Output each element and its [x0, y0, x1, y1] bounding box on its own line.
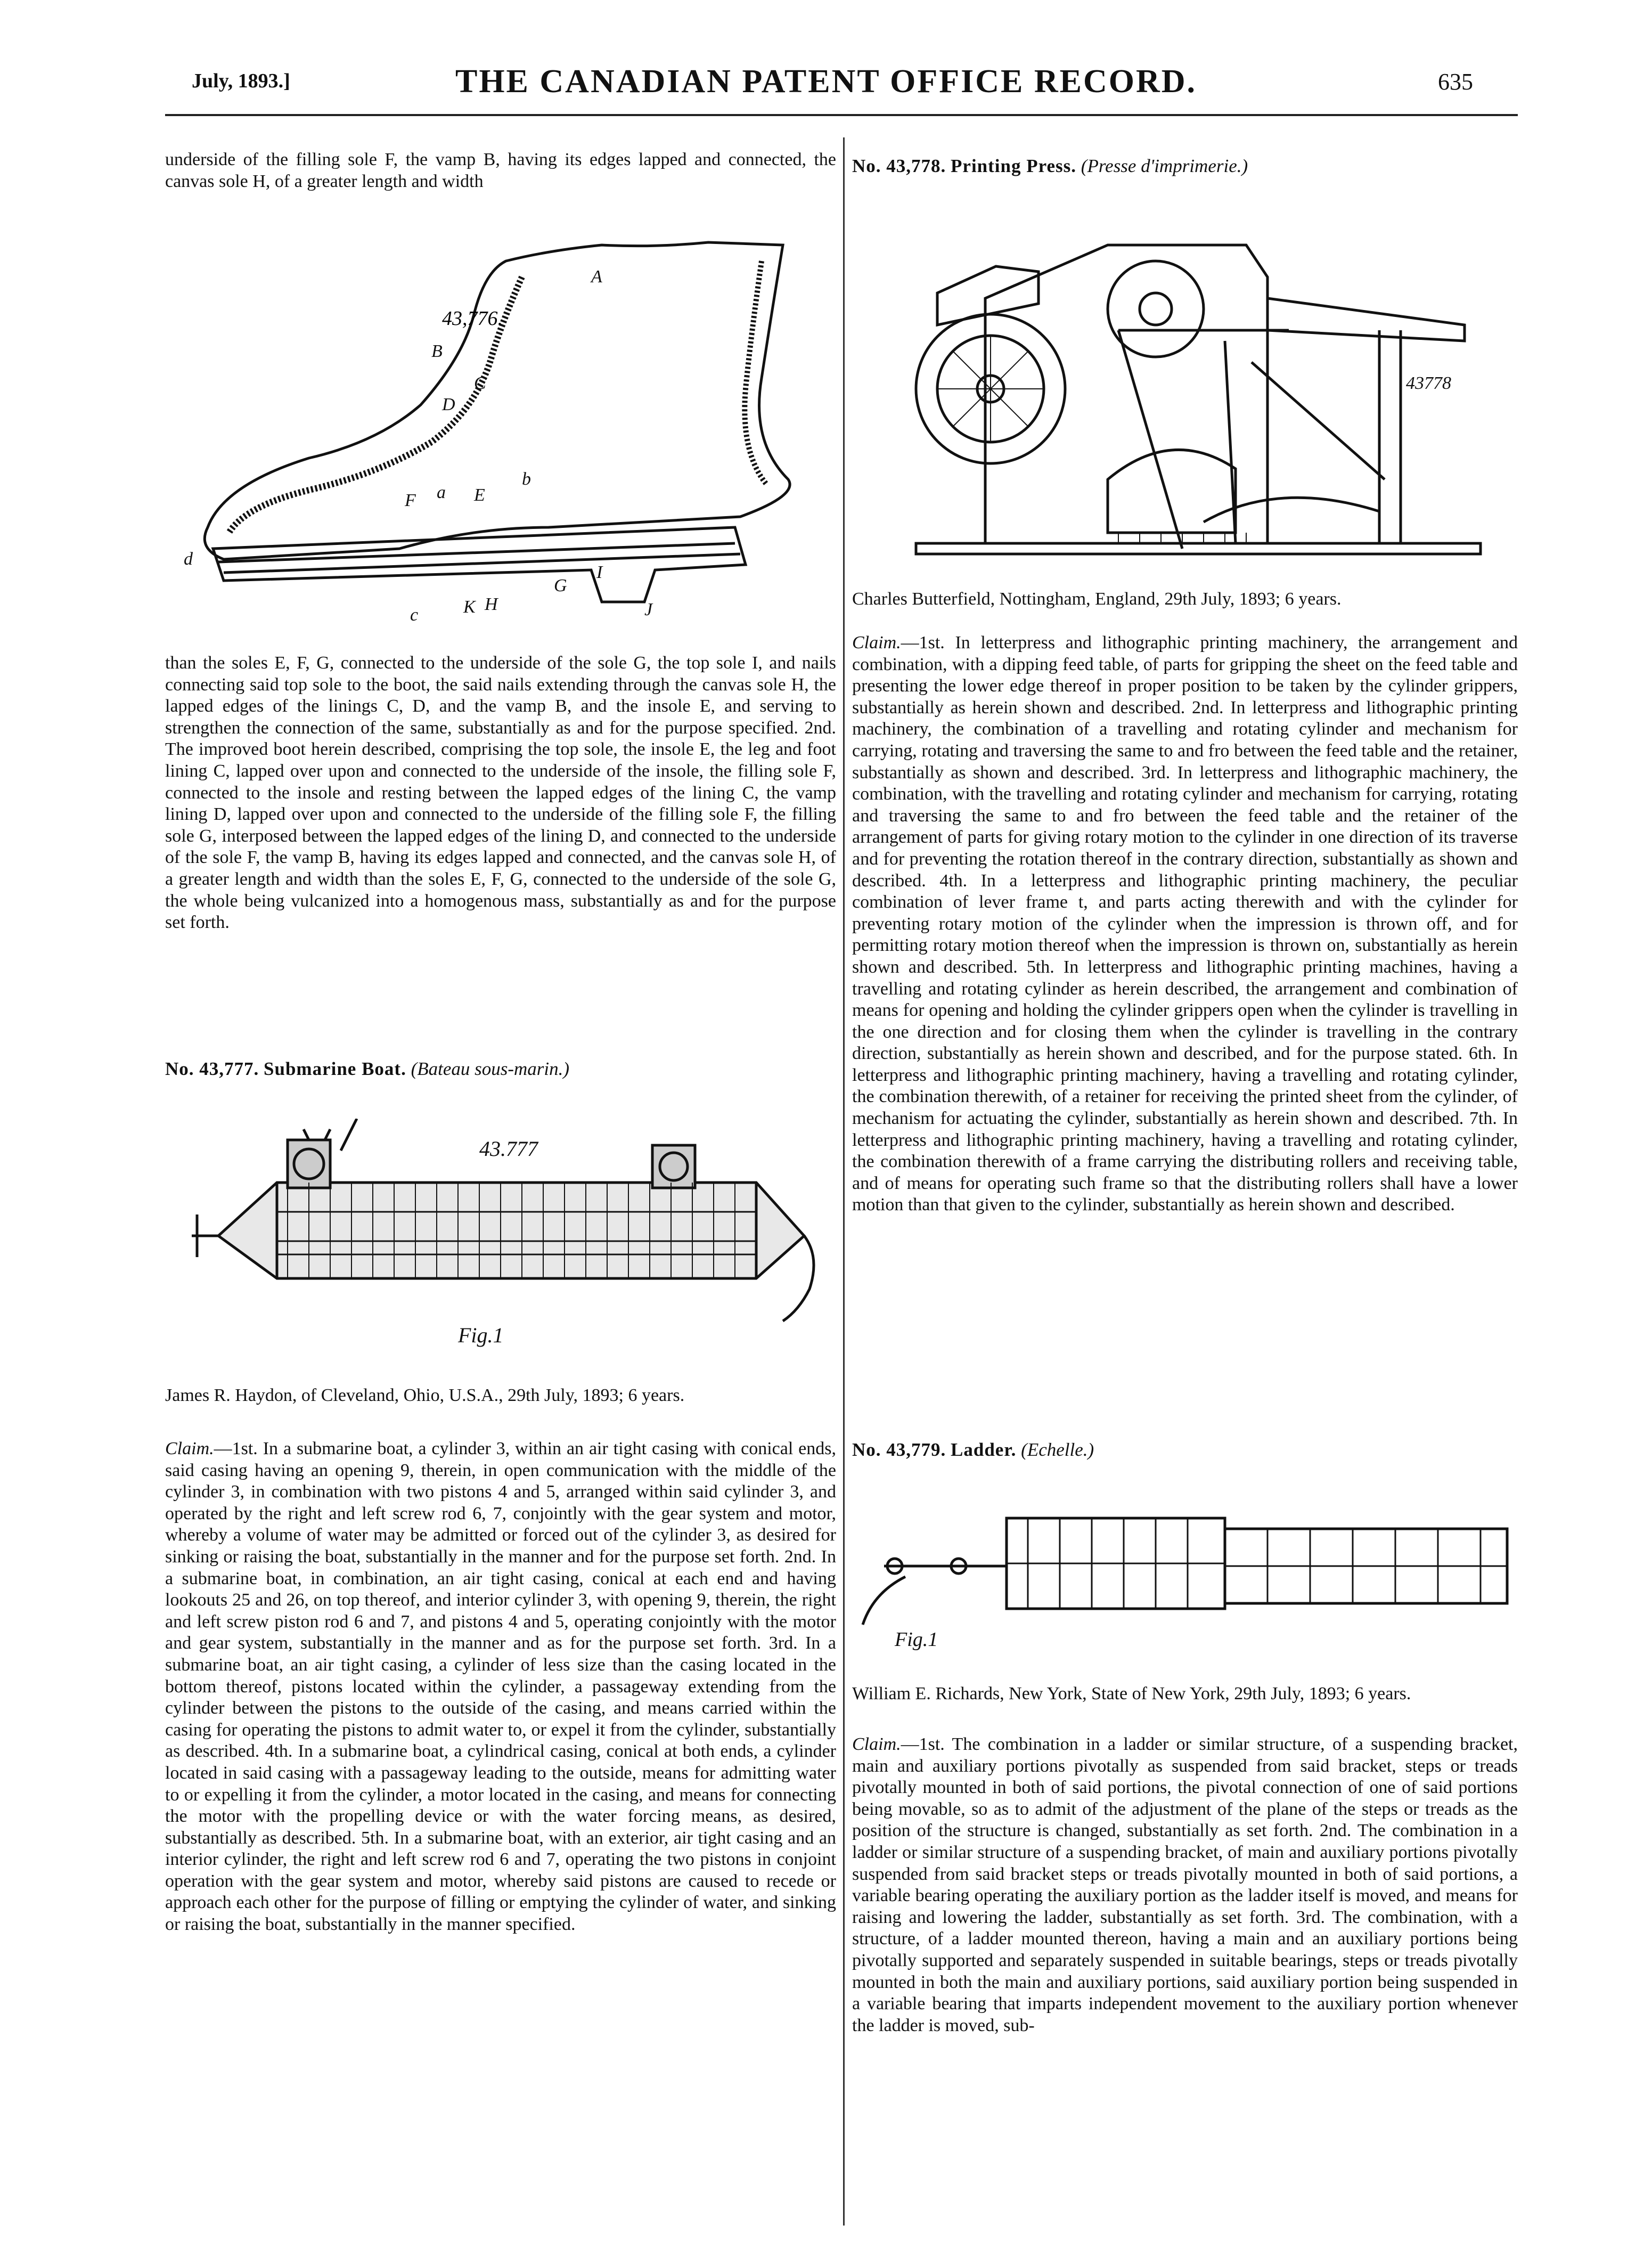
submarine-patentee: James R. Haydon, of Cleveland, Ohio, U.S.A., 29th July, 1893; 6 years. — [165, 1385, 685, 1405]
press-claim — [852, 632, 1518, 1216]
ladder-claim — [852, 1734, 1518, 2036]
issue-date: July, 1893.] — [192, 70, 290, 92]
boot-label-e: E — [474, 485, 485, 505]
boot-label-a-upper: A — [591, 267, 602, 287]
press-figure — [905, 202, 1491, 565]
submarine-figure — [181, 1119, 820, 1358]
header-rule — [165, 114, 1518, 116]
boot-claim-continued: than the soles E, F, G, connected to the underside of the sole G, the top sole I, and nails connecting said top sole to the boot, the said nails extending through the canvas sole H, the lapped edges of the linings C, D, and the vamp B, and the insole E, and serving to strengthen the connection of the same, substantially as and for the purpose specified. 2nd. The improved boot herein described, comprising the top sole, the insole E, the leg and foot lining C, lapped over upon and connected to the underside of the insole, the filling sole F, connected to the insole and resting between the lapped edges of the lining C, the vamp lining D, lapped over upon and connected to the underside of the filling sole F, the filling sole G, interposed between the lapped edges of the lining D, and connected to the underside of the sole F, the vamp B, having its edges lapped and connected, and the canvas sole H, of a greater length and width than the soles E, F, G, connected to the underside of the sole G, the whole being vulcanized into a homogenous mass, substantially as and for the purpose set forth. — [165, 653, 836, 933]
submarine-figure-caption: Fig.1 — [458, 1323, 504, 1347]
press-french: (Presse d'imprimerie.) — [1081, 156, 1248, 176]
submarine-claim-text: —1st. In a submarine boat, a cylinder 3, within an air tight casing with conical ends, said casing having an opening 9, therein, in open communication with the middle of the cylinder 3, in combination with two pistons 4 and 5, arranged within said cylinder 3, and operated by the right and left screw rod 6, 7, conjointly with the gear system and motor, whereby a volume of water may be admitted or forced out of the cylinder 3, as desired for sinking or raising the boat, substantially in the manner and for the purpose set forth. 2nd. In a submarine boat, in combination, an air tight casing, conical at each end and having lookouts 25 and 26, on top thereof, and interior cylinder 3, with opening 9, therein, the right and left screw piston rod 6 and 7, and pistons 4 and 5, operating conjointly with the motor and gear system, substantially in the manner and as for the purpose set forth. 3rd. In a submarine boat, an air tight casing, a cylinder of less size than the casing located in the bottom thereof, pistons located within the cylinder, a passageway extending from the cylinder between the pistons to the outside of the casing, and means carried within the casing for operating the pistons to admit water to, or expel it from the cylinder, substantially as described. 4th. In a submarine boat, a cylindrical casing, conical at both ends, a cylinder located in said casing with a passageway leading to the outside, means for admitting water to or expelling it from the cylinder, a motor located in the casing, and means for connecting the motor with the propelling device or with the water forcing means, as desired, substantially as described. 5th. In a submarine boat, with an exterior, air tight casing and an interior cylinder, the right and left screw rod 6 and 7, operating the two pistons in conjoint operation with the gear system and motor, whereby said pistons are caused to recede or approach each other for the purpose of filling or emptying the cylinder of water, and sinking or raising the boat, substantially in the manner specified. — [165, 1439, 836, 1935]
boot-claim-top: underside of the filling sole F, the vamp B, having its edges lapped and connected, the canvas sole H, of a greater length and width — [165, 150, 836, 191]
boot-label-a-lower: a — [437, 483, 446, 502]
ladder-figure-caption: Fig.1 — [895, 1628, 938, 1651]
submarine-claim — [165, 1438, 836, 1936]
ladder-claim-text: —1st. The combination in a ladder or similar structure, of a suspending bracket, main and auxiliary portions pivotally as suspended from said bracket, steps or treads pivotally mounted in both of said portions, the pivotal connection of one of said portions being movable, so as to admit of the adjustment of the plane of the steps or treads as the position of the structure is changed, substantially as set forth. 2nd. The combination in a ladder or similar structure of a suspending bracket, of main and auxiliary portions pivotally suspended from said bracket steps or treads pivotally mounted in both of said portions, a variable bearing operating the auxiliary portion as the ladder itself is moved, and means for raising and lowering the ladder, substantially as set forth. 3rd. The combination, with a structure, of a ladder mounted thereon, having a main and an auxiliary portions being pivotally supported and separately suspended in suitable bearings, steps or treads pivotally mounted in both the main and auxiliary portions, said auxiliary portion being suspended in a variable bearing that imparts independent movement to the auxiliary portion whenever the ladder is moved, sub- — [852, 1734, 1518, 2035]
submarine-french: (Bateau sous-marin.) — [411, 1058, 570, 1079]
ladder-figure — [852, 1486, 1518, 1662]
submarine-heading — [165, 1057, 569, 1081]
boot-label-c-lower: c — [410, 605, 419, 625]
press-number: No. 43,778. — [852, 156, 946, 176]
journal-title: THE CANADIAN PATENT OFFICE RECORD. — [455, 63, 1197, 100]
boot-drawing — [176, 229, 815, 634]
press-figure-label: 43778 — [1406, 373, 1451, 393]
boot-label-b-lower: b — [522, 469, 531, 489]
press-heading — [852, 154, 1248, 178]
boot-label-i: I — [596, 563, 603, 582]
boot-label-k: K — [463, 597, 476, 617]
boot-label-b: B — [431, 341, 443, 361]
ladder-patentee: William E. Richards, New York, State of New York, 29th July, 1893; 6 years. — [852, 1684, 1411, 1703]
page-number: 635 — [1438, 69, 1473, 95]
boot-label-d-toe: d — [184, 549, 193, 569]
boot-label-d: D — [442, 395, 455, 414]
ladder-number: No. 43,779. — [852, 1439, 946, 1460]
submarine-number: No. 43,777. — [165, 1058, 259, 1079]
press-claim-label: Claim. — [852, 633, 901, 653]
ladder-claim-label: Claim. — [852, 1734, 901, 1754]
submarine-name: Submarine Boat. — [264, 1058, 406, 1079]
boot-label-h: H — [485, 594, 498, 614]
boot-label-j: J — [644, 600, 653, 620]
press-drawing — [905, 202, 1491, 565]
submarine-figure-label: 43.777 — [479, 1137, 538, 1161]
ladder-name: Ladder. — [951, 1439, 1017, 1460]
boot-patent-label: 43,776. — [442, 307, 503, 330]
column-divider — [843, 137, 845, 2226]
press-claim-text: —1st. In letterpress and lithographic printing machinery, the arrangement and combination, with a dipping feed table, of parts for gripping the sheet on the feed table and presenting the lower edge thereof in proper position to be taken by the cylinder grippers, substantially as herein shown and described. 2nd. In letterpress and lithographic printing machinery, the combination of a travelling and rotating cylinder and mechanism for carrying, rotating and traversing the same to and fro between the feed table and the retainer, substantially as shown and described. 3rd. In letterpress and lithographic machinery, the combination, with the travelling and rotating cylinder and mechanism for carrying, rotating and traversing the same to and fro between the feed table and the retainer of the arrangement of parts for giving rotary motion to the cylinder in one direction of its traverse and for preventing the rotation thereof in the contrary direction, substantially as shown and described. 4th. In a letterpress and lithographic printing machinery, the peculiar combination of lever frame t, and parts acting therewith and with the cylinder for preventing rotary motion of the cylinder when the impression is thrown off, and for permitting rotary motion thereof when the impression is thrown on, substantially as herein shown and described. 5th. In letterpress and lithographic printing machines, having a travelling and rotating cylinder as herein described, the arrangement and combination of means for opening and holding the cylinder grippers open when the cylinder is travelling in the one direction and for closing them when the cylinder is travelling in the contrary direction, substantially as herein shown and described, and for the purpose stated. 6th. In letterpress and lithographic printing machinery, having a travelling and rotating cylinder, the combination therewith, of a retainer for receiving the printed sheet from the cylinder, of mechanism for actuating the cylinder, substantially as herein shown and described. 7th. In letterpress and lithographic printing machinery, having a travelling and rotating cylinder, the combination therewith of a frame carrying the distributing rollers and receiving table, and of means for operating such frame so that the distributing rollers shall have a lower motion than that given to the cylinder, substantially as herein shown and described. — [852, 633, 1518, 1215]
ladder-drawing — [852, 1486, 1518, 1662]
press-name: Printing Press. — [951, 156, 1077, 176]
boot-figure — [176, 229, 815, 634]
press-patentee: Charles Butterfield, Nottingham, England, 29th July, 1893; 6 years. — [852, 589, 1342, 609]
submarine-claim-label: Claim. — [165, 1439, 214, 1458]
submarine-drawing — [181, 1119, 820, 1358]
boot-label-f: F — [405, 491, 416, 510]
ladder-french: (Echelle.) — [1021, 1439, 1094, 1460]
page-header — [0, 0, 1652, 133]
ladder-heading — [852, 1438, 1094, 1462]
boot-label-c: C — [474, 373, 486, 393]
boot-label-g: G — [554, 576, 567, 596]
